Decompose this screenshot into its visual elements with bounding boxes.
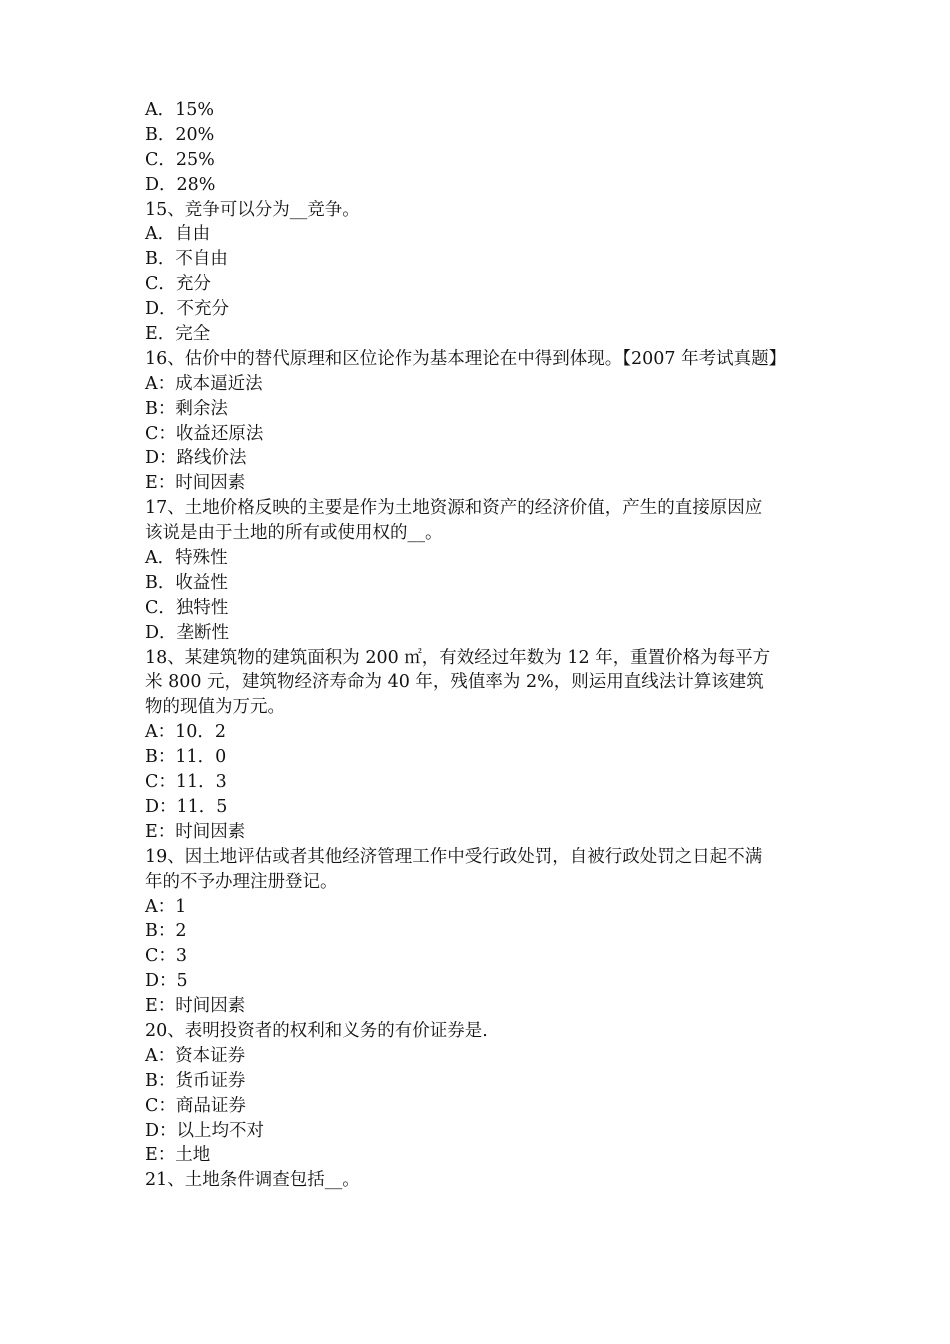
answer-option-line: B：2 xyxy=(145,921,187,942)
answer-option-line: D．28% xyxy=(145,174,216,195)
answer-option-line: E：时间因素 xyxy=(145,821,246,842)
answer-option-line: C：3 xyxy=(145,946,188,967)
question-text-line: 21、土地条件调查包括__。 xyxy=(145,1170,360,1191)
answer-option-line: D．垄断性 xyxy=(145,622,230,643)
answer-option-line: A：1 xyxy=(145,896,187,917)
question-text-line: 19、因土地评估或者其他经济管理工作中受行政处罚，自被行政处罚之日起不满 xyxy=(145,846,763,867)
answer-option-line: C．独特性 xyxy=(145,597,229,618)
answer-option-line: E：时间因素 xyxy=(145,996,246,1017)
answer-option-line: D：路线价法 xyxy=(145,448,247,469)
answer-option-line: B．不自由 xyxy=(145,249,228,270)
question-text-line: 该说是由于土地的所有或使用权的__。 xyxy=(145,523,443,544)
answer-option-line: A：资本证券 xyxy=(145,1045,246,1066)
answer-option-line: A：10．2 xyxy=(145,722,227,743)
answer-option-line: D：5 xyxy=(145,971,188,992)
answer-option-line: E．完全 xyxy=(145,324,211,345)
question-text-line: 18、某建筑物的建筑面积为 200 ㎡，有效经过年数为 12 年，重置价格为每平方 xyxy=(145,647,771,668)
question-text-line: 16、估价中的替代原理和区位论作为基本理论在中得到体现。【2007 年考试真题】 xyxy=(145,348,787,369)
answer-option-line: D：11．5 xyxy=(145,796,228,817)
exam-questions-text xyxy=(145,98,810,1193)
answer-option-line: B．20% xyxy=(145,124,215,145)
answer-option-line: A．特殊性 xyxy=(145,548,228,569)
answer-option-line: C．充分 xyxy=(145,274,211,295)
answer-option-line: C：商品证券 xyxy=(145,1095,246,1116)
answer-option-line: C：收益还原法 xyxy=(145,423,264,444)
question-text-line: 15、竞争可以分为__竞争。 xyxy=(145,199,360,220)
answer-option-line: B．收益性 xyxy=(145,572,228,593)
answer-option-line: B：货币证券 xyxy=(145,1070,246,1091)
answer-option-line: B：剩余法 xyxy=(145,398,228,419)
answer-option-line: B：11．0 xyxy=(145,747,227,768)
answer-option-line: A：成本逼近法 xyxy=(145,373,263,394)
question-text-line: 17、土地价格反映的主要是作为土地资源和资产的经济价值，产生的直接原因应 xyxy=(145,498,763,519)
answer-option-line: E：时间因素 xyxy=(145,473,246,494)
question-text-line: 物的现值为万元。 xyxy=(145,697,285,718)
answer-option-line: C．25% xyxy=(145,149,215,170)
question-text-line: 米 800 元，建筑物经济寿命为 40 年，残值率为 2%，则运用直线法计算该建筑 xyxy=(145,672,764,693)
question-text-line: 年的不予办理注册登记。 xyxy=(145,871,338,892)
answer-option-line: E：土地 xyxy=(145,1145,211,1166)
answer-option-line: A．15% xyxy=(145,100,215,120)
answer-option-line: D．不充分 xyxy=(145,299,230,320)
answer-option-line: D：以上均不对 xyxy=(145,1120,265,1141)
answer-option-line: C：11．3 xyxy=(145,772,227,793)
question-text-line: 20、表明投资者的权利和义务的有价证券是. xyxy=(145,1020,488,1041)
answer-option-line: A．自由 xyxy=(145,224,211,245)
